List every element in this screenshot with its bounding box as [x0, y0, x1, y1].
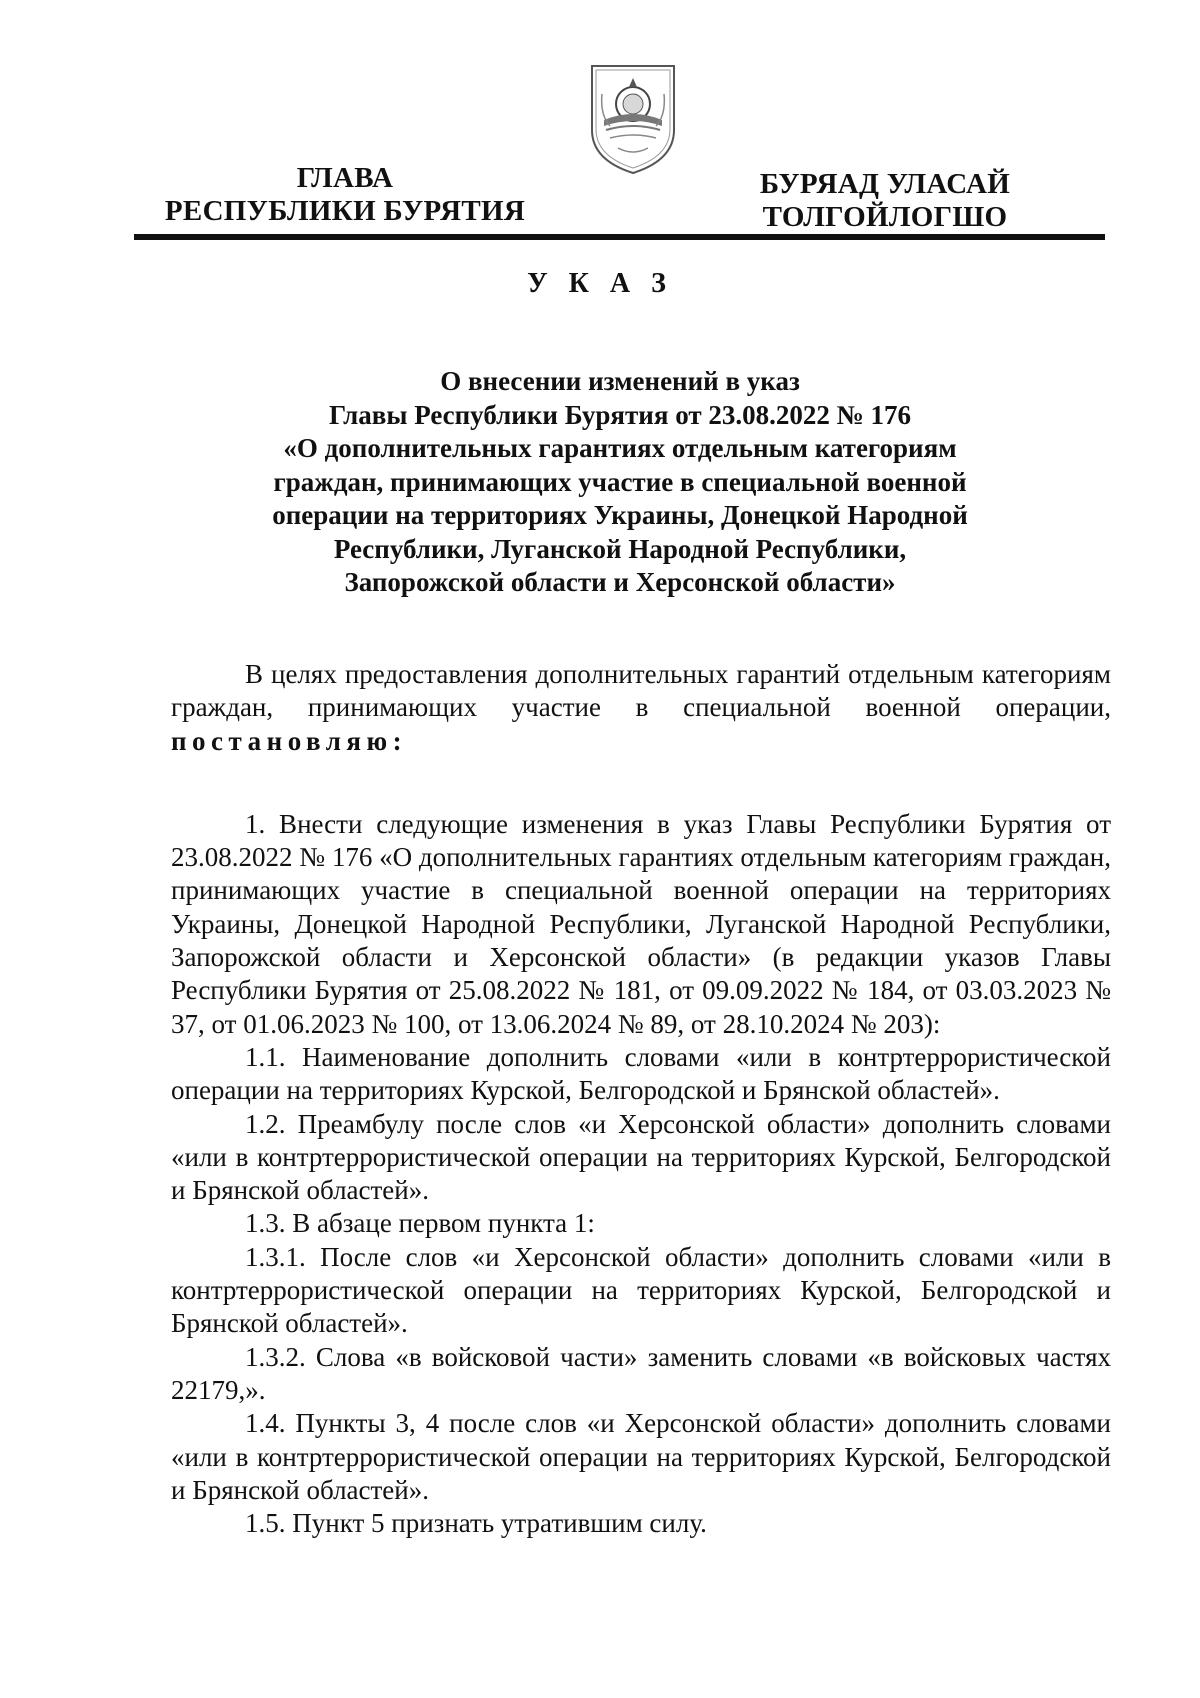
- document-body: [171, 658, 1111, 1540]
- header-left-line1: ГЛАВА: [296, 162, 394, 194]
- title-line: граждан, принимающих участие в специальной военной: [273, 466, 967, 497]
- paragraph-gap: [171, 758, 1111, 808]
- item-1: 1. Внести следующие изменения в указ Главы Республики Бурятия от 23.08.2022 № 176 «О дополнительных гарантиях отдельным категориям граждан, принимающих участие в специальной военной операции на территориях Украины, Донецкой Народной Республики, Луганской Народной Республики, Запорожской области и Херсонской области» (в редакции указов Главы Республики Бурятия от 25.08.2022 № 181, от 09.09.2022 № 184, от 03.03.2023 № 37, от 01.06.2023 № 100, от 13.06.2024 № 89, от 28.10.2024 № 203):: [171, 808, 1111, 1039]
- title-line: Республики, Луганской Народной Республики,: [333, 533, 907, 564]
- header-right: [735, 168, 1035, 234]
- coat-of-arms-emblem: [584, 60, 682, 176]
- item-1-3-2: 1.3.2. Слова «в войсковой части» заменить словами «в войсковых частях 22179,».: [171, 1341, 1111, 1405]
- item-1-4: 1.4. Пункты 3, 4 после слов «и Херсонской области» дополнить словами «или в контртеррористической операции на территориях Курской, Белгородской и Брянской областей».: [171, 1408, 1111, 1505]
- document-title: [220, 365, 1020, 600]
- item-1-5: 1.5. Пункт 5 признать утратившим силу.: [245, 1508, 707, 1539]
- header-divider: [134, 234, 1105, 240]
- header-right-line2: ТОЛГОЙЛОГШО: [762, 201, 1008, 233]
- title-line: Главы Республики Бурятия от 23.08.2022 № 176: [329, 399, 911, 430]
- document-type: У К А З: [527, 268, 673, 299]
- title-line: операции на территориях Украины, Донецкой Народной: [272, 500, 968, 530]
- header-left: [155, 162, 535, 228]
- item-1-1: 1.1. Наименование дополнить словами «или в контртеррористической операции на территориях Курской, Белгородской и Брянской областей».: [171, 1041, 1111, 1106]
- header-right-line1: БУРЯАД УЛАСАЙ: [759, 168, 1011, 200]
- item-1-3: 1.3. В абзаце первом пункта 1:: [245, 1208, 595, 1239]
- title-line: Запорожской области и Херсонской области»: [344, 567, 896, 597]
- preamble-paragraph: [171, 658, 1111, 758]
- title-line: «О дополнительных гарантиях отдельным категориям: [283, 433, 957, 463]
- header-left-line2: РЕСПУБЛИКИ БУРЯТИЯ: [164, 195, 526, 227]
- item-1-2: 1.2. Преамбулу после слов «и Херсонской области» дополнить словами «или в контртеррористической операции на территориях Курской, Белгородской и Брянской областей».: [171, 1108, 1111, 1206]
- item-1-3-1: 1.3.1. После слов «и Херсонской области» дополнить словами «или в контртеррористической операции на территориях Курской, Белгородской и Брянской областей».: [171, 1241, 1111, 1339]
- preamble-text: В целях предоставления дополнительных гарантий отдельным категориям граждан, принимающих участие в специальной военной операции,: [171, 659, 1111, 723]
- title-line: О внесении изменений в указ: [440, 366, 800, 396]
- decree-word: постановляю:: [171, 725, 408, 756]
